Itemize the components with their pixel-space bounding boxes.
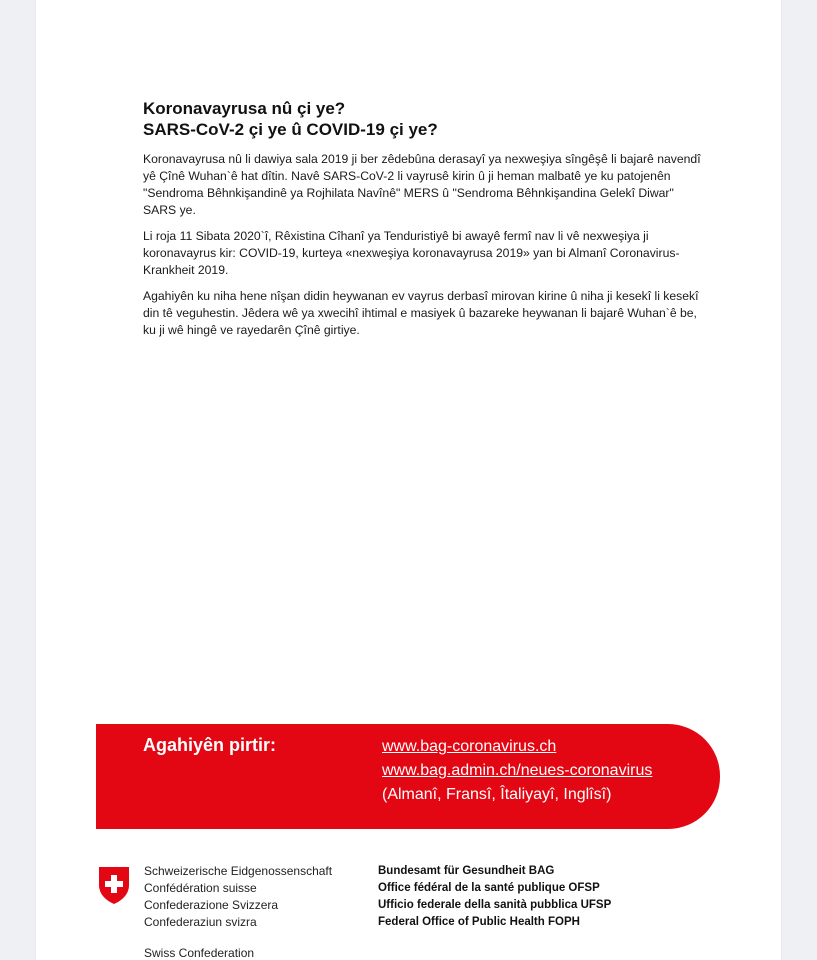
title-line-2: SARS-CoV-2 çi ye û COVID-19 çi ye? (143, 120, 438, 139)
confederation-names (144, 863, 332, 931)
info-banner (96, 724, 720, 829)
banner-links (382, 735, 652, 807)
confed-de: Schweizerische Eidgenossenschaft (144, 864, 333, 878)
office-fr: Office fédéral de la santé publique OFSP (378, 882, 600, 894)
link-bag-coronavirus[interactable]: www.bag-coronavirus.ch (382, 738, 557, 755)
swiss-confederation: Swiss Confederation (144, 946, 255, 960)
languages-note: (Almanî, Fransî, Îtaliyayî, Inglîsî) (382, 786, 612, 803)
paragraph-3: Agahiyên ku niha hene nîşan didin heywanan ev vayrus derbasî mirovan kirine û niha ji kesekî li kesekî din tê veguhestin. Jêdera wê ya xwecihî ihtimal e masiyek û bazareke heywanan li bajarê Wuhan`ê be, ku ji wê hingê ve rayedarên Çînê girtiye. (143, 289, 699, 337)
paragraph-2: Li roja 11 Sibata 2020`î, Rêxistina Cîhanî ya Tenduristiyê bi awayê fermî nav li vê nexweşiya ji koronavayrus kir: COVID-19, kurteya «nexweşiya koronavayrusa 2019» yan bi Almanî Coronavirus-Krankheit 2019. (143, 229, 680, 277)
paragraph-1: Koronavayrusa nû li dawiya sala 2019 ji ber zêdebûna derasayî ya nexweşiya sîngêşê li bajarê navendî yê Çînê Wuhan`ê hat dîtin. Navê SARS-CoV-2 li vayrusê kirin û ji heman malbatê ye ku patojenên "Sendroma Bêhnkişandinê ya Rojhilata Navînê" MERS û "Sendroma Bêhnkişandina Gelekî Diwar" SARS ye. (143, 152, 701, 217)
swiss-crest-icon (96, 865, 132, 905)
link-bag-admin[interactable]: www.bag.admin.ch/neues-coronavirus (382, 762, 653, 779)
article (143, 98, 703, 348)
office-en: Federal Office of Public Health FOPH (378, 916, 580, 928)
confed-it: Confederazione Svizzera (144, 898, 279, 912)
page-title (143, 98, 703, 140)
title-line-1: Koronavayrusa nû çi ye? (143, 99, 346, 118)
office-de: Bundesamt für Gesundheit BAG (378, 865, 555, 877)
banner-label: Agahiyên pirtir: (143, 735, 277, 755)
office-it: Ufficio federale della sanità pubblica UFSP (378, 899, 612, 911)
confed-fr: Confédération suisse (144, 881, 257, 895)
confed-rm: Confederaziun svizra (144, 915, 257, 929)
office-names (378, 863, 611, 931)
